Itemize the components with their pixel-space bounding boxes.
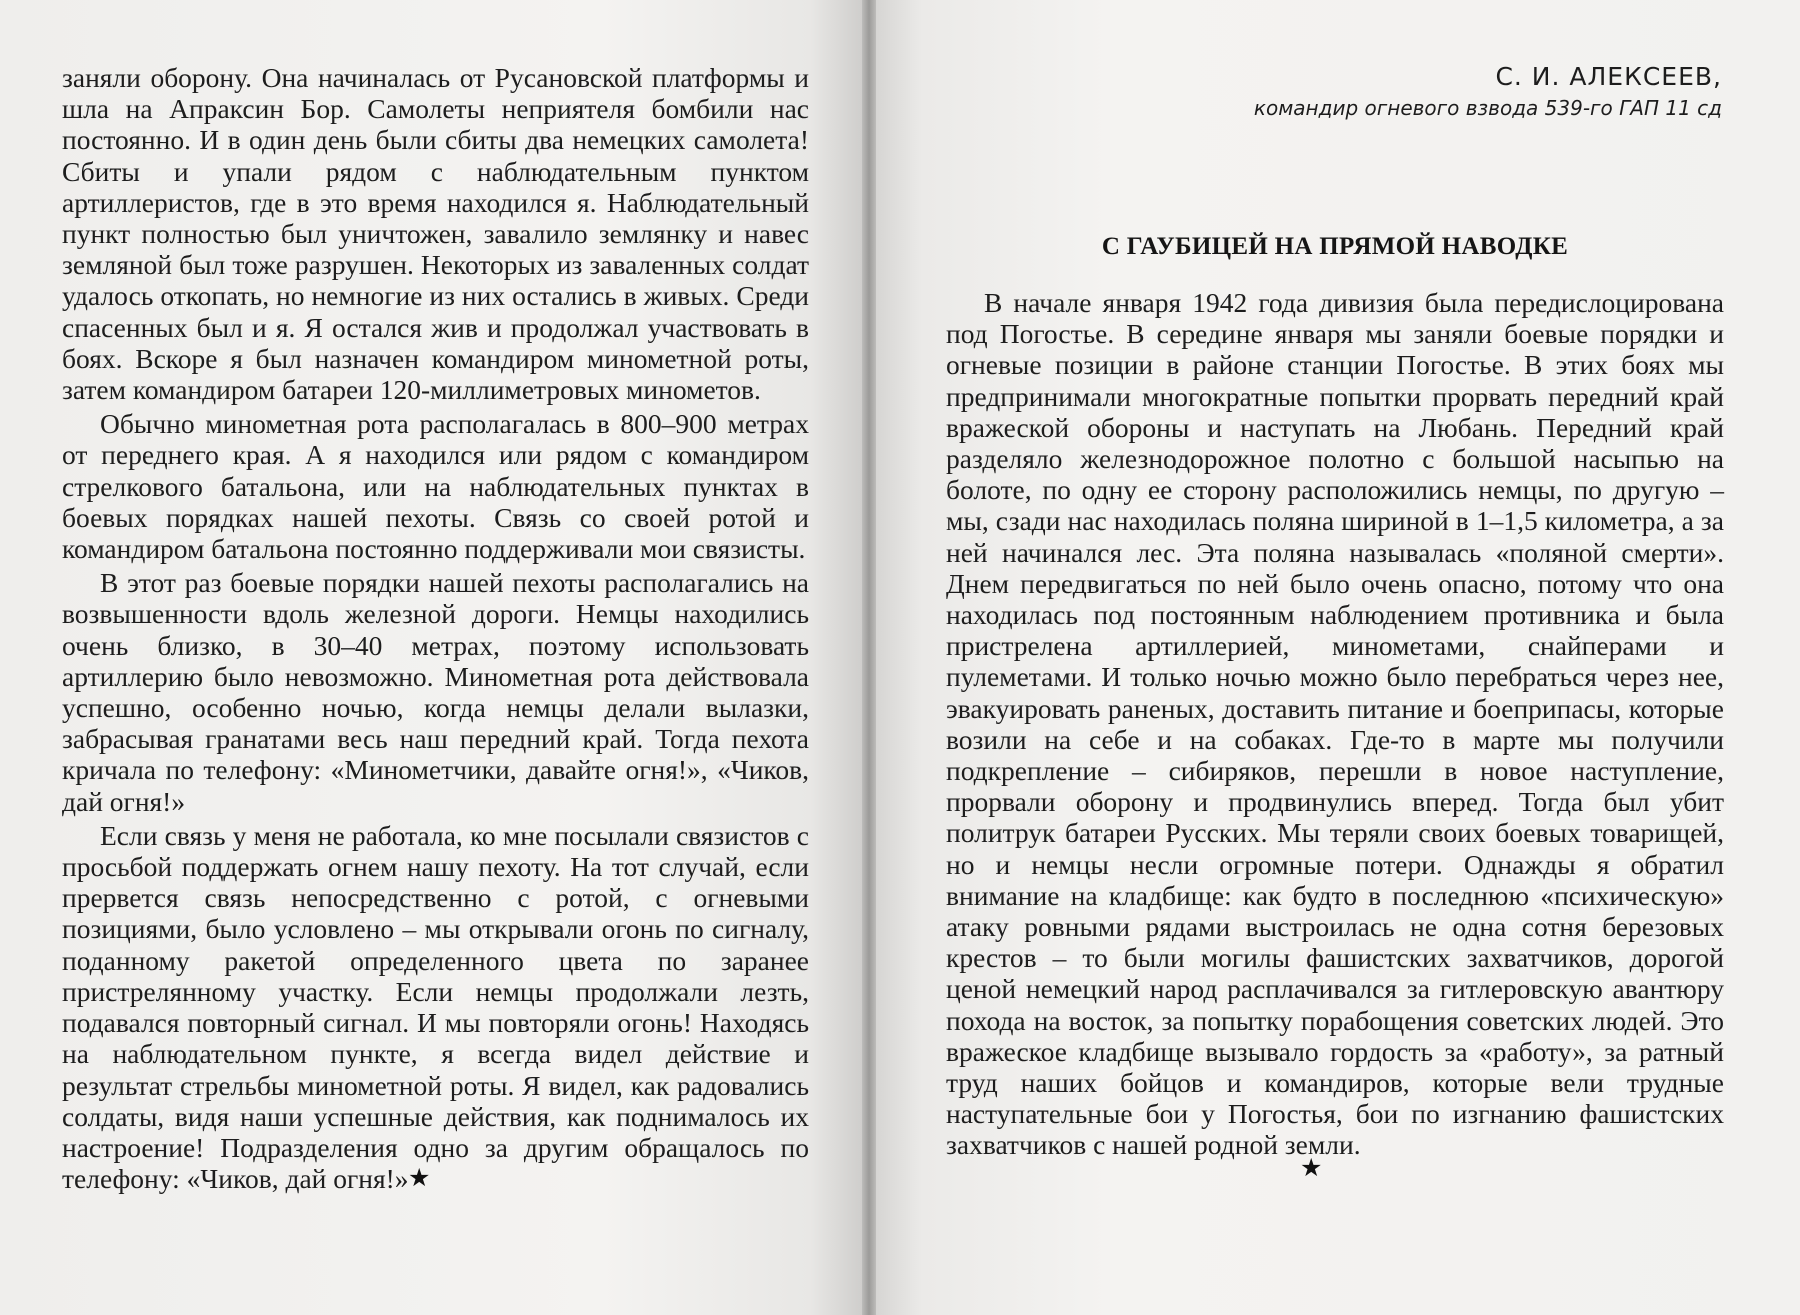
left-page [0, 0, 862, 1315]
paragraph: В начале января 1942 года дивизия была передислоцирована под Погостье. В середине января мы заняли боевые порядки и огневые позиции в районе станции Погостье. В этих боях мы предпринимали многократные попытки прорвать передний край вражеской обороны и наступать на Любань. Передний край разделяло железнодорожное полотно с большой насыпью на болоте, по одну ее сторону расположились немцы, по другую – мы, сзади нас находилась поляна шириной в 1–1,5 километра, а за ней начинался лес. Эта поляна называлась «поляной смерти». Днем передвигаться по ней было очень опасно, потому что она находилась под постоянным наблюдением противника и была пристрелена артиллерией, минометами, снайперами и пулеметами. И только ночью можно было перебраться через нее, эвакуировать раненых, доставить питание и боеприпасы, которые возили на себе и на собаках. Где-то в марте мы получили подкрепление – сибиряков, перешли в новое наступление, прорвали оборону и продвинулись вперед. Тогда был убит политрук батареи Русских. Мы теряли своих боевых товарищей, но и немцы несли огромные потери. Однажды я обратил внимание на кладбище: как будто в последнюю «психическую» атаку ровными рядами выстроилась не одна сотня березовых крестов – то были могилы фашистских захватчиков, дорогой ценой немецкий народ расплачивался за гитлеровскую авантюру похода на восток, за попытку порабощения советских людей. Это вражеское кладбище вызывало гордость за «работу», за ратный труд наших бойцов и командиров, которые вели трудные наступательные бои у Погостья, бои по изгнанию фашистских захватчиков с нашей родной земли. [946, 287, 1724, 1161]
paragraph: заняли оборону. Она начиналась от Русановской платформы и шла на Апраксин Бор. Самолеты неприятеля бомбили нас постоянно. И в один день были сбиты два немецких самолета! Сбиты и упали рядом с наблюдательным пунктом артиллеристов, где в это время находился я. Наблюдательный пункт полностью был уничтожен, завалило землянку и навес земляной был тоже разрушен. Некоторых из заваленных солдат удалось откопать, но немногие из них остались в живых. Среди спасенных был и я. Я остался жив и продолжал участвовать в боях. Вскоре я был назначен командиром минометной роты, затем командиром батареи 120-миллиметровых минометов. [62, 62, 809, 406]
author-block [1254, 60, 1722, 122]
book-gutter [862, 0, 876, 1315]
chapter-title: С ГАУБИЦЕЙ НА ПРЯМОЙ НАВОДКЕ [1101, 233, 1569, 260]
section-divider-star-icon: ★ [1300, 1153, 1323, 1182]
right-page [876, 0, 1800, 1315]
paragraph: Если связь у меня не работала, ко мне посылали связистов с просьбой поддержать огнем нашу пехоту. На тот случай, если прервется связь непосредственно с ротой, с огневыми позициями, было условлено – мы открывали огонь по сигналу, поданному ракетой определенного цвета по заранее пристрелянному участку. Если немцы продолжали лезть, подавался повторный сигнал. И мы повторяли огонь! Находясь на наблюдательном пункте, я всегда видел действие и результат стрельбы минометной роты. Я видел, как радовались солдаты, видя наши успешные действия, как поднималось их настроение! Подразделения одно за другим обращалось по телефону: «Чиков, дай огня!» [62, 819, 809, 1195]
section-divider-star-icon: ★ [408, 1163, 431, 1192]
paragraph: В этот раз боевые порядки нашей пехоты располагались на возвышенности вдоль железной дороги. Немцы находились очень близко, в 30–40 метрах, поэтому использовать артиллерию было невозможно. Минометная рота действовала успешно, особенно ночью, когда немцы делали вылазки, забрасывая гранатами весь наш передний край. Тогда пехота кричала по телефону: «Минометчики, давайте огня!», «Чиков, дай огня!» [62, 567, 809, 817]
right-page-text [946, 287, 1724, 1164]
author-role: командир огневого взвода 539-го ГАП 11 сд [1253, 96, 1722, 120]
left-page-text [62, 62, 809, 1197]
author-name: С. И. АЛЕКСЕЕВ, [1495, 62, 1722, 91]
paragraph: Обычно минометная рота располагалась в 800–900 метрах от переднего края. А я находился или рядом с командиром стрелкового батальона, или на наблюдательных пунктах в боевых порядках нашей пехоты. Связь со своей ротой и командиром батальона постоянно поддерживали мои связисты. [62, 408, 809, 565]
